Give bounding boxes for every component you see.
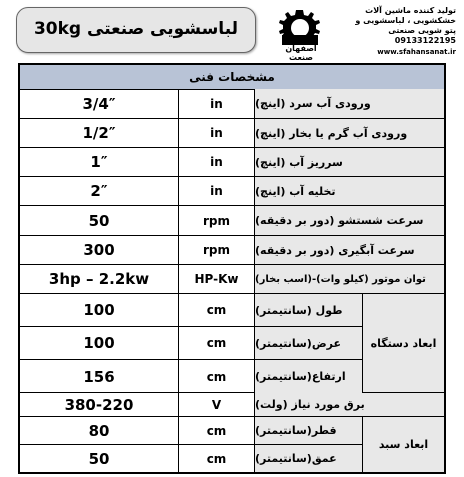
row-value: 100	[83, 301, 115, 319]
row-value: 300	[83, 241, 115, 259]
row-value: 156	[83, 367, 115, 386]
row-value: 100	[83, 334, 115, 352]
row-label: توان موتور (کیلو وات)-(اسب بخار)	[254, 265, 444, 293]
logo-line: خشکشویی ، لباسشویی و	[355, 16, 456, 25]
row-value: 3hp – 2.2kw	[48, 270, 150, 288]
spec-table	[18, 63, 446, 474]
row-unit: cm	[178, 327, 254, 359]
logo-website[interactable]: www.sfahansanat.ir	[377, 48, 456, 56]
basket-dimensions-group	[20, 417, 444, 472]
table-row	[20, 417, 362, 445]
logo-phone: 09133122195	[394, 36, 456, 45]
row-label: برق مورد نیاز (ولت)	[254, 393, 444, 416]
row-label: تخلیه آب (اینچ)	[254, 177, 444, 205]
logo-company-name: اصفهان صنعت	[285, 44, 317, 62]
row-unit: in	[178, 89, 254, 118]
logo-tagline	[332, 6, 456, 46]
row-unit: V	[178, 393, 254, 416]
row-unit: cm	[178, 445, 254, 472]
device-dimensions-group	[20, 294, 444, 393]
row-label: ورودی آب گرم یا بخار (اینچ)	[254, 119, 444, 147]
row-value: 80	[88, 421, 110, 440]
row-label: عرض(سانتیمتر)	[254, 327, 362, 359]
row-value: 380-220	[64, 395, 134, 414]
logo-line: تولید کننده ماشین آلات	[365, 6, 456, 15]
row-label: سرعت شستشو (دور بر دقیقه)	[254, 206, 444, 235]
row-unit: cm	[178, 294, 254, 326]
spec-table-header: مشخصات فنی	[20, 65, 444, 90]
row-value: 3/4″	[82, 94, 116, 113]
table-row	[20, 89, 444, 119]
row-label: ورودی آب سرد (اینچ)	[254, 89, 444, 118]
row-value: 1/2″	[82, 124, 116, 142]
row-label: سرریز آب (اینچ)	[254, 148, 444, 176]
table-row	[20, 148, 444, 177]
table-row	[20, 393, 444, 417]
row-unit: in	[178, 148, 254, 176]
product-title-box	[16, 7, 256, 53]
company-logo	[270, 4, 460, 60]
row-label: قطر(سانتیمتر)	[254, 417, 362, 444]
logo-line: پتو شویی صنعتی	[388, 26, 456, 35]
row-value: 1″	[90, 153, 108, 171]
row-value: 50	[88, 449, 110, 468]
table-row	[20, 236, 444, 265]
table-row	[20, 265, 444, 294]
row-label: عمق(سانتیمتر)	[254, 445, 362, 472]
gear-logo-icon	[276, 6, 324, 46]
row-label: سرعت آبگیری (دور بر دقیقه)	[254, 236, 444, 264]
row-unit: cm	[178, 360, 254, 393]
row-value: 2″	[90, 182, 108, 200]
table-row	[20, 327, 362, 360]
table-row	[20, 119, 444, 148]
row-label: ارتفاع(سانتیمتر)	[254, 360, 362, 393]
device-dimensions-label: ابعاد دستگاه	[362, 294, 444, 392]
table-row	[20, 360, 362, 393]
table-row	[20, 177, 444, 206]
table-row	[20, 445, 362, 472]
row-unit: in	[178, 119, 254, 147]
row-value: 50	[88, 211, 110, 230]
row-unit: in	[178, 177, 254, 205]
row-unit: cm	[178, 417, 254, 444]
row-unit: rpm	[178, 206, 254, 235]
row-unit: rpm	[178, 236, 254, 264]
row-unit: HP-Kw	[178, 265, 254, 293]
row-label: طول (سانتیمتر)	[254, 294, 362, 326]
basket-dimensions-label: ابعاد سبد	[362, 417, 444, 472]
product-title: لباسشویی صنعتی 30kg	[33, 19, 239, 39]
table-row	[20, 294, 362, 327]
table-row	[20, 206, 444, 236]
